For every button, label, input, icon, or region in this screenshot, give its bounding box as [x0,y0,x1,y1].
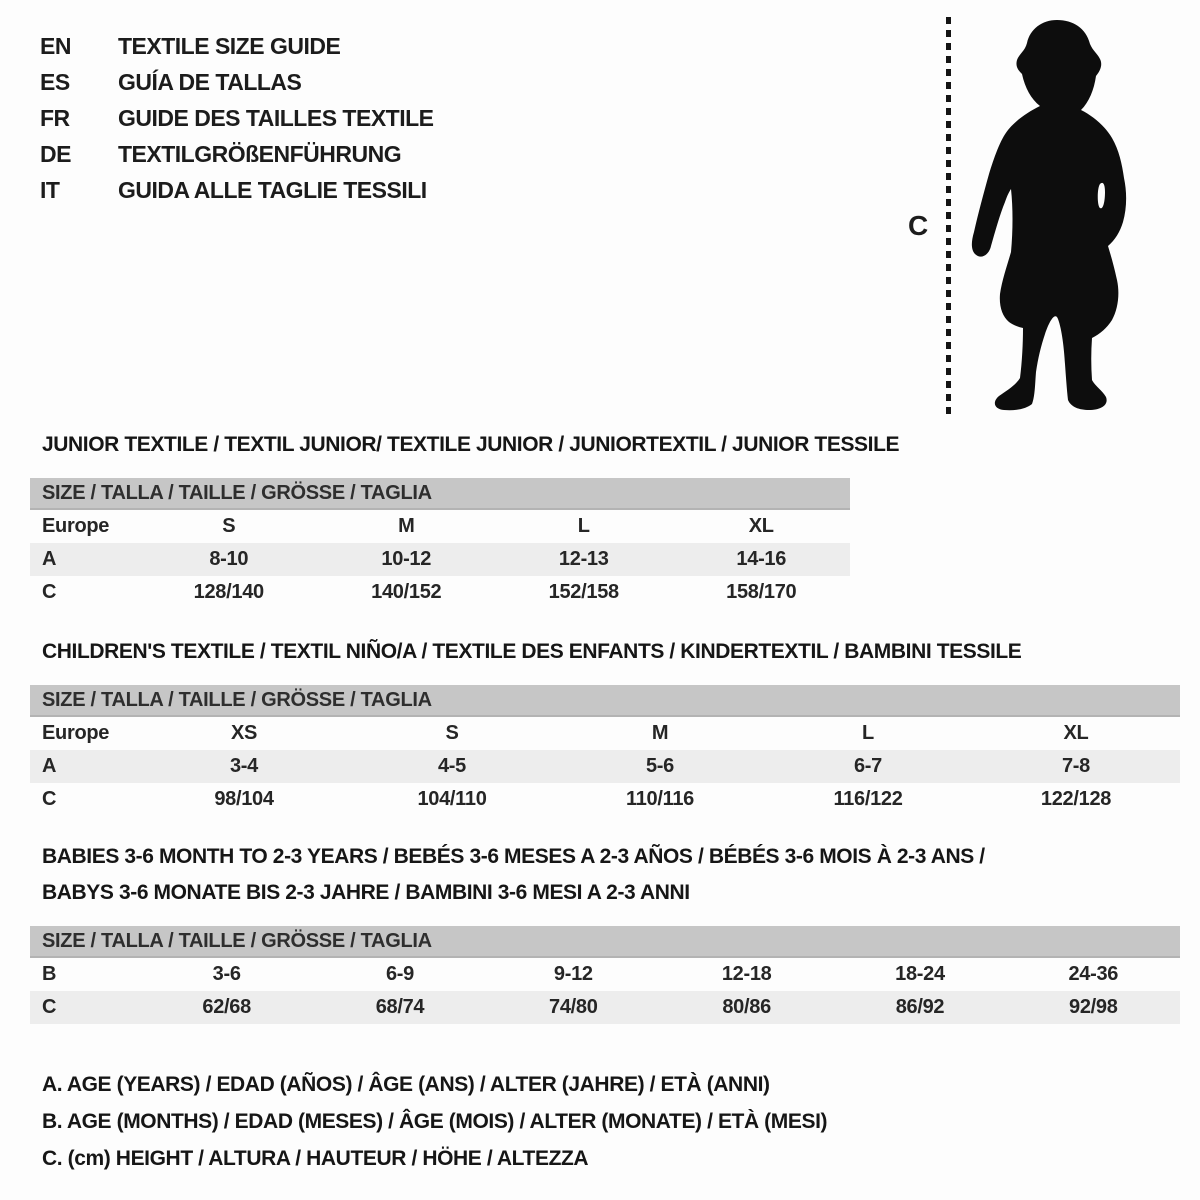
legend [42,1066,827,1177]
table-cell: 110/116 [626,788,694,810]
language-row [40,64,434,100]
height-measure-dashed-line [946,17,951,416]
legend-line: A. AGE (YEARS) / EDAD (AÑOS) / ÂGE (ANS) / ALTER (JAHRE) / ETÀ (ANNI) [42,1073,770,1096]
section-heading: CHILDREN'S TEXTILE / TEXTIL NIÑO/A / TEXTILE DES ENFANTS / KINDERTEXTIL / BAMBINI TESSILE [42,640,1022,663]
table-cell: 104/110 [417,788,487,810]
table-cell: 3-4 [229,755,258,777]
language-title-list [40,28,434,208]
table-row [30,991,1180,1024]
section-childrens-textile [30,634,1180,816]
table-cell: L [577,515,590,537]
table-cell: 86/92 [895,996,945,1018]
table-cell: 152/158 [548,581,619,603]
section-heading: BABYS 3-6 MONATE BIS 2-3 JAHRE / BAMBINI 3-6 MESI A 2-3 ANNI [42,881,690,904]
table-cell: 80/86 [722,996,771,1018]
language-row [40,136,434,172]
table-cell: 158/170 [726,581,797,603]
table-cell: 6-9 [385,963,414,985]
table-row [30,717,1180,750]
language-row [40,28,434,64]
table-cell: 5-6 [645,755,674,777]
table-row [30,543,850,576]
table-row [30,510,850,543]
table-cell: XS [230,722,258,744]
row-label: B [42,963,57,985]
height-measure-label: C [908,210,929,241]
table-cell: M [651,722,669,744]
row-label: Europe [42,515,110,537]
table-cell: 68/74 [375,996,425,1018]
table-cell: 24-36 [1068,963,1119,985]
table-cell: 62/68 [202,996,251,1018]
table-cell: XL [748,515,774,537]
section-heading: BABIES 3-6 MONTH TO 2-3 YEARS / BEBÉS 3-6 MESES A 2-3 AÑOS / BÉBÉS 3-6 MOIS À 2-3 ANS / [42,845,985,868]
section-junior-textile [30,427,900,609]
table-cell: 14-16 [736,548,787,570]
legend-line: B. AGE (MONTHS) / EDAD (MESES) / ÂGE (MOIS) / ALTER (MONATE) / ETÀ (MESI) [42,1110,828,1133]
language-title: TEXTILE SIZE GUIDE [118,33,341,59]
section-babies-textile [30,839,1180,1024]
table-cell: 92/98 [1069,996,1118,1018]
table-row [30,783,1180,816]
language-title: TEXTILGRÖßENFÜHRUNG [118,141,402,167]
table-cell: 74/80 [549,996,598,1018]
toddler-silhouette-icon [962,14,1138,416]
language-code: EN [40,33,71,59]
language-code: DE [40,141,71,167]
table-cell: 10-12 [381,548,432,570]
table-cell: 140/152 [371,581,442,603]
table-row [30,750,1180,783]
language-title: GUÍA DE TALLAS [118,69,302,95]
row-label: Europe [42,722,110,744]
language-code: FR [40,105,70,131]
table-cell: 98/104 [214,788,274,810]
table-row [30,576,850,609]
size-header-band: SIZE / TALLA / TAILLE / GRÖSSE / TAGLIA [30,685,1180,717]
table-cell: 128/140 [193,581,264,603]
table-cell: L [862,722,874,744]
table-cell: S [222,515,236,537]
table-cell: 122/128 [1040,788,1112,810]
table-cell: 12-13 [558,548,609,570]
table-cell: 18-24 [895,963,945,985]
row-label: C [42,581,57,603]
language-row [40,172,434,208]
table-cell: 116/122 [833,788,903,810]
language-code: IT [40,177,60,203]
table-cell: 12-18 [721,963,772,985]
table-cell: S [445,722,459,744]
language-code: ES [40,69,70,95]
table-cell: 6-7 [853,755,882,777]
legend-line: C. (cm) HEIGHT / ALTURA / HAUTEUR / HÖHE / ALTEZZA [42,1147,589,1170]
table-cell: 7-8 [1061,755,1090,777]
table-cell: M [398,515,415,537]
language-row [40,100,434,136]
table-cell: 4-5 [437,755,466,777]
table-cell: 9-12 [553,963,593,985]
size-header-band: SIZE / TALLA / TAILLE / GRÖSSE / TAGLIA [30,478,850,510]
section-heading: JUNIOR TEXTILE / TEXTIL JUNIOR/ TEXTILE JUNIOR / JUNIORTEXTIL / JUNIOR TESSILE [42,433,900,456]
table-cell: 8-10 [209,548,249,570]
row-label: A [42,755,57,777]
table-cell: XL [1063,722,1089,744]
row-label: C [42,788,57,810]
table-row [30,958,1180,991]
size-header-band: SIZE / TALLA / TAILLE / GRÖSSE / TAGLIA [30,926,1180,958]
row-label: A [42,548,57,570]
language-title: GUIDA ALLE TAGLIE TESSILI [118,177,427,203]
row-label: C [42,996,57,1018]
table-cell: 3-6 [212,963,241,985]
language-title: GUIDE DES TAILLES TEXTILE [118,105,434,131]
